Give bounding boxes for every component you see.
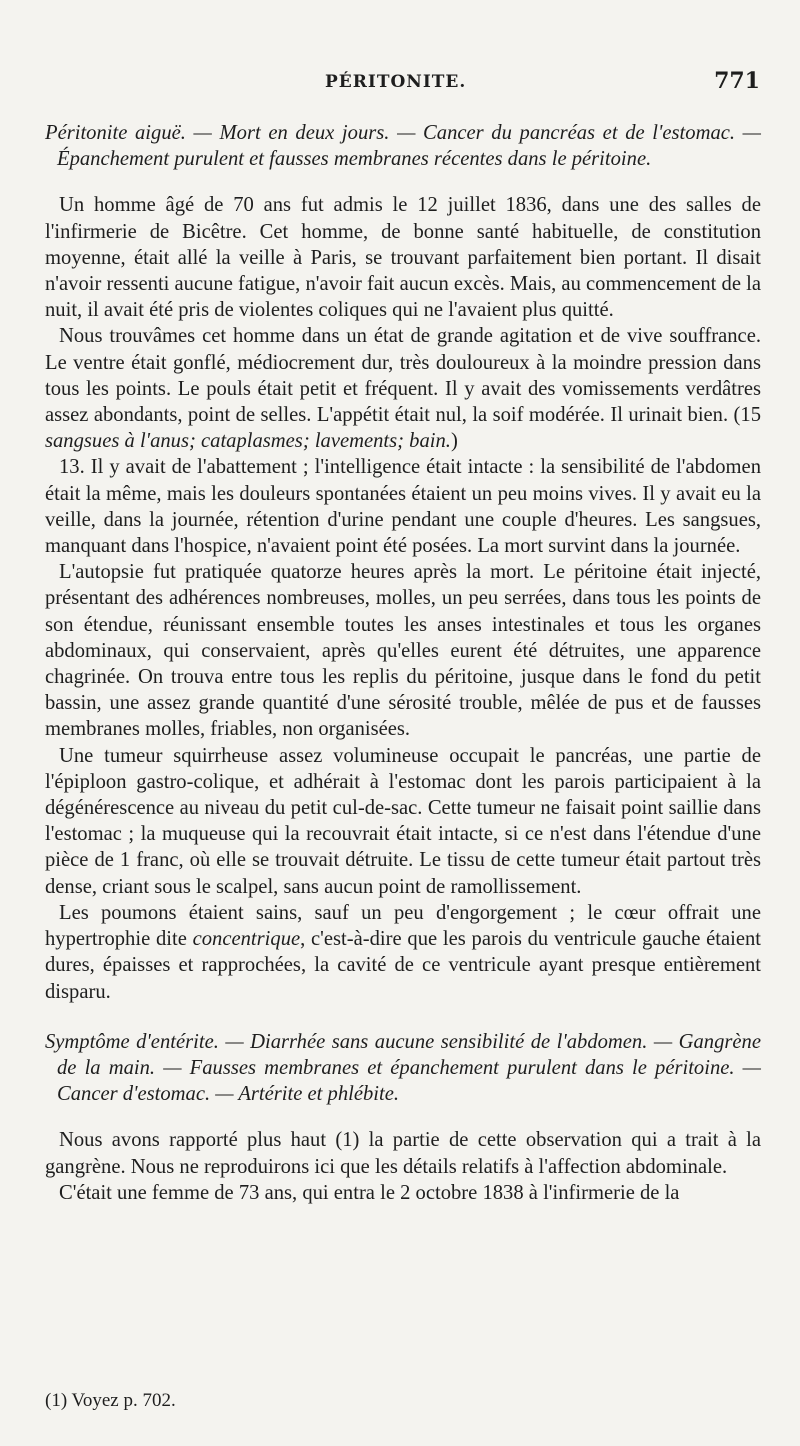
paragraph-text: ) bbox=[450, 430, 458, 453]
case-summary-1: Péritonite aiguë. — Mort en deux jours. — Cancer du pancréas et de l'estomac. — Épanchement purulent et fausses membranes récentes dans le péritoine. bbox=[45, 122, 761, 171]
emphasis-text: concentrique bbox=[192, 928, 301, 951]
paragraph-text: , c'est-à-dire que les parois du ventricule gauche étaient dures, épaisses et rapprochées, la cavité de ce ventricule ayant presque entièrement disparu. bbox=[45, 928, 762, 1003]
paragraph-text: Nous trouvâmes cet homme dans un état de grande agitation et de vive souffrance. Le ventre était gonflé, médiocrement dur, très douloureux à la moindre pression dans tous les points. Le pouls était petit et fréquent. Il y avait des vomissements verdâtres assez abondants, point de selles. L'appétit était nul, la soif modérée. Il urinait bien. (15 bbox=[45, 325, 761, 427]
paragraph bbox=[45, 323, 761, 454]
page-header bbox=[0, 66, 800, 106]
page-body bbox=[45, 120, 761, 1206]
paragraph: Un homme âgé de 70 ans fut admis le 12 juillet 1836, dans une des salles de l'infirmerie de Bicêtre. Cet homme, de bonne santé habituelle, de constitution moyenne, était allé la veille à Paris, se trouvant parfaitement bien portant. Il disait n'avoir ressenti aucune fatigue, n'avoir fait aucun excès. Mais, au commencement de la nuit, il avait été pris de violentes coliques qui ne l'avaient plus quitté. bbox=[45, 194, 761, 322]
paragraph: C'était une femme de 73 ans, qui entra le 2 octobre 1838 à l'infirmerie de la bbox=[59, 1181, 680, 1204]
footnote: (1) Voyez p. 702. bbox=[45, 1390, 176, 1411]
paragraph: 13. Il y avait de l'abattement ; l'intelligence était intacte : la sensibilité de l'abdomen était la même, mais les douleurs spontanées étaient un peu moins vives. Il y avait eu la veille, dans la journée, rétention d'urine pendant une couple d'heures. Les sangsues, manquant dans l'hospice, n'avaient point été posées. La mort survint dans la journée. bbox=[45, 456, 761, 558]
case-summary-2: Symptôme d'entérite. — Diarrhée sans aucune sensibilité de l'abdomen. — Gangrène de la main. — Fausses membranes et épanchement purulent dans le péritoine. — Cancer d'estomac. — Artérite et phlébite. bbox=[45, 1030, 761, 1106]
running-title: PÉRITONITE. bbox=[325, 72, 467, 92]
treatment-text: sangsues à l'anus; cataplasmes; lavements; bain. bbox=[45, 430, 451, 453]
paragraph bbox=[45, 900, 761, 1005]
paragraph: Nous avons rapporté plus haut (1) la partie de cette observation qui a trait à la gangrène. Nous ne reproduirons ici que les détails relatifs à l'affection abdominale. bbox=[45, 1129, 761, 1178]
paragraph: L'autopsie fut pratiquée quatorze heures après la mort. Le péritoine était injecté, présentant des adhérences nombreuses, molles, un peu serrées, dans tous les points de son étendue, réunissant ensemble toutes les anses intestinales et tous les organes abdominaux, qui conservaient, après qu'elles eurent été détruites, une apparence chagrinée. On trouva entre tous les replis du péritoine, jusque dans le fond du petit bassin, une assez grande quantité d'une sérosité trouble, mêlée de pus et de fausses membranes molles, friables, non organisées. bbox=[45, 561, 761, 741]
paragraph: Une tumeur squirrheuse assez volumineuse occupait le pancréas, une partie de l'épiploon gastro-colique, et adhérait à l'estomac dont les parois participaient à la dégénérescence au niveau du petit cul-de-sac. Cette tumeur ne faisait point saillie dans l'estomac ; la muqueuse qui la recouvrait était intacte, si ce n'est dans l'étendue d'une pièce de 1 franc, où elle se trouvait détruite. Le tissu de cette tumeur était partout très dense, criant sous le scalpel, sans aucun point de ramollissement. bbox=[45, 744, 761, 898]
page-number: 771 bbox=[714, 68, 760, 94]
paragraph-text: Les poumons étaient sains, sauf un peu d'engorgement ; le cœur offrait une hypertrophie dite bbox=[45, 901, 761, 951]
